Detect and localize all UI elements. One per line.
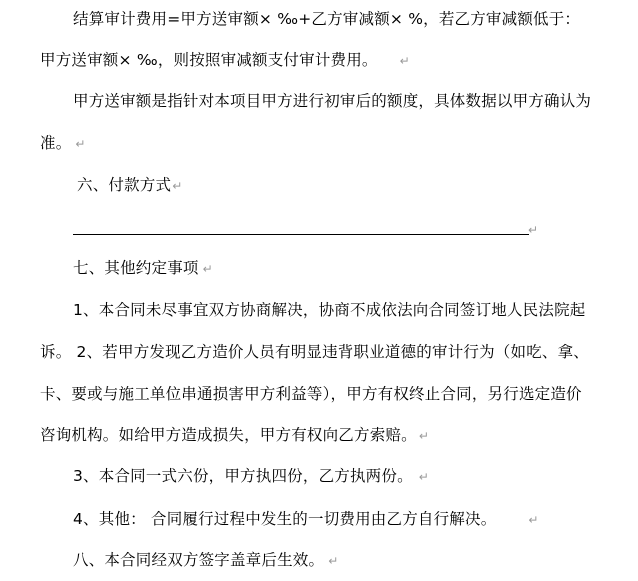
paragraph-mark-icon: ↵ (328, 554, 339, 568)
paragraph-mark-icon: ↵ (172, 179, 183, 193)
text-line (73, 300, 585, 320)
paragraph-mark-icon: ↵ (202, 262, 213, 276)
text-line (40, 384, 582, 404)
paragraph-mark-icon: ↵ (418, 429, 430, 443)
line-text: 八、本合同经双方签字盖章后生效。 (73, 551, 325, 569)
paragraph-mark-icon: ↵ (528, 223, 539, 237)
line-text: 甲方送审额是指针对本项目甲方进行初审后的额度，具体数据以甲方确认为 (73, 92, 592, 110)
paragraph-mark-icon: ↵ (528, 513, 539, 527)
line-text: 咨询机构。如给甲方造成损失，甲方有权向乙方索赔。 (40, 426, 417, 444)
section-heading (73, 258, 213, 279)
section-heading (73, 550, 338, 571)
underline-blank (73, 234, 529, 235)
paragraph-mark-icon: ↵ (399, 54, 410, 68)
line-text: 六、付款方式 (77, 176, 172, 194)
text-line (40, 342, 589, 362)
text-line (73, 91, 591, 111)
section-heading (77, 175, 182, 196)
text-line (40, 425, 429, 446)
line-text: 准。 (40, 134, 72, 152)
line-text: 诉。 2、若甲方发现乙方造价人员有明显违背职业道德的审计行为（如吃、拿、 (40, 343, 589, 361)
text-line (73, 509, 539, 530)
line-text: 4、其他： 合同履行过程中发生的一切费用由乙方自行解决。 (73, 510, 497, 528)
line-text: 卡、要或与施工单位串通损害甲方利益等），甲方有权终止合同，另行选定造价 (40, 385, 582, 403)
text-line (40, 133, 86, 154)
paragraph-mark-icon: ↵ (75, 137, 86, 151)
line-text: 结算审计费用=甲方送审额× ‰+乙方审减额× %，若乙方审减额低于： (73, 10, 581, 28)
text-line (73, 466, 429, 487)
line-text: 1、本合同未尽事宜双方协商解决，协商不成依法向合同签订地人民法院起 (73, 301, 586, 319)
text-line (40, 50, 410, 71)
text-line (73, 9, 580, 29)
line-text: 甲方送审额× ‰，则按照审减额支付审计费用。 (40, 51, 378, 69)
line-text: 七、其他约定事项 (73, 259, 199, 277)
text-line (528, 219, 538, 240)
paragraph-mark-icon: ↵ (418, 470, 430, 484)
line-text: 3、本合同一式六份，甲方执四份，乙方执两份。 (73, 467, 413, 485)
